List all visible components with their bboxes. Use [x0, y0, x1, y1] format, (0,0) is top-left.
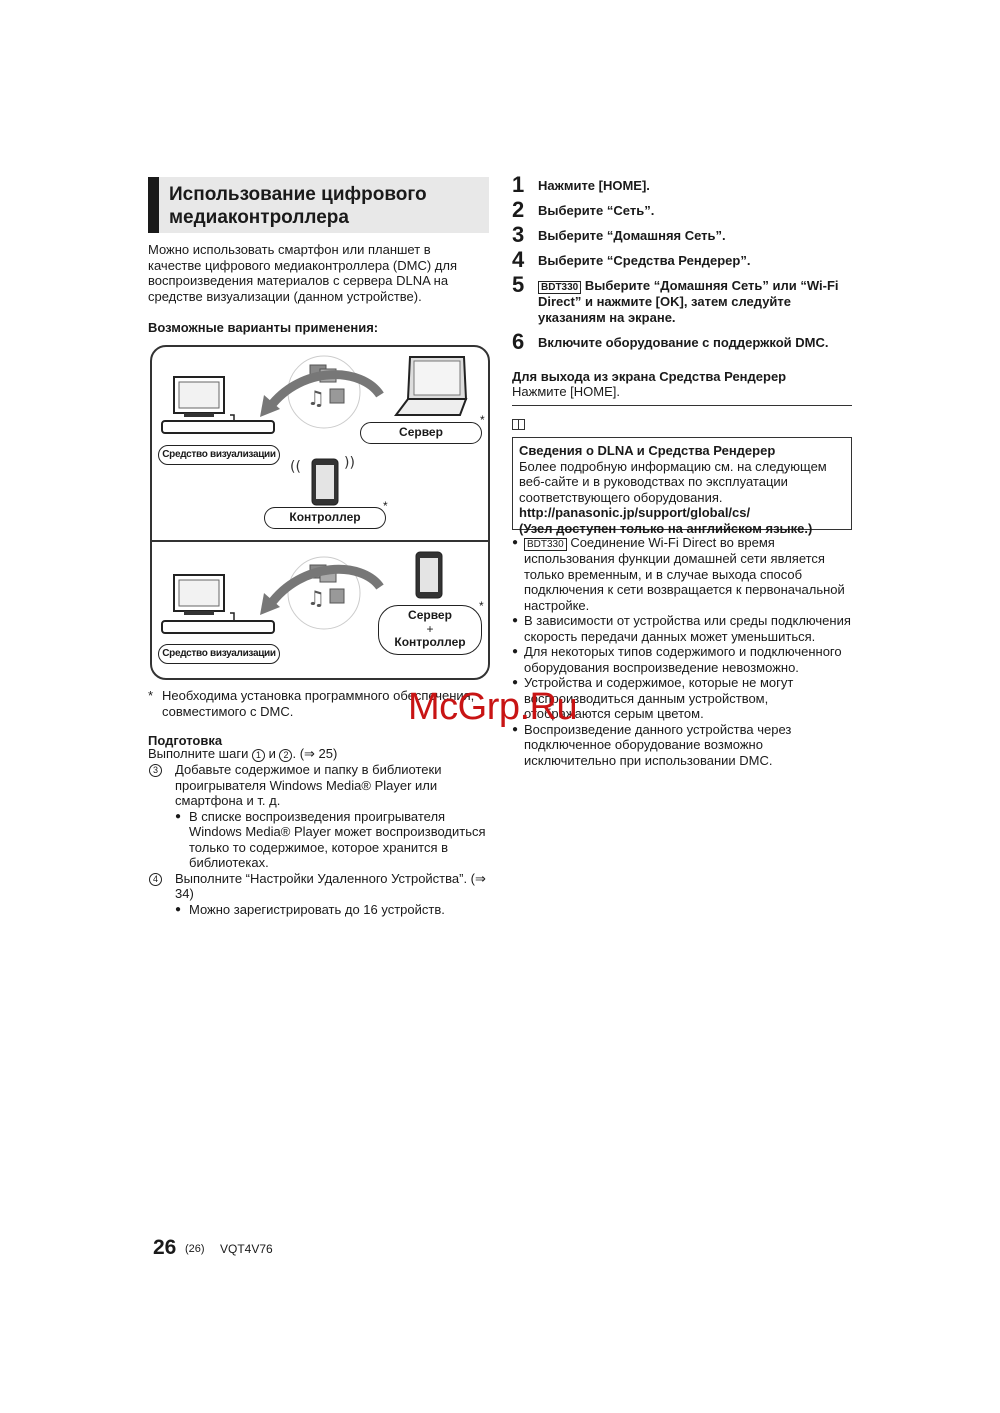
smartphone-icon-bottom [416, 552, 442, 598]
page-number: 26 [153, 1236, 177, 1259]
document-code: VQT4V76 [220, 1242, 273, 1256]
prep-step3-bullet: ● В списке воспроизведения проигрывателя Windows Media® Player может воспроизводиться только то содержимое, которое хранится в библиотеках. [175, 809, 488, 871]
server-star-top: * [480, 413, 485, 427]
prep-step4: 4 Выполните “Настройки Удаленного Устройства”. (⇒ 34) ● Можно зарегистрировать до 16 устройств. [148, 871, 488, 918]
svg-text:♫: ♫ [307, 586, 325, 610]
list-item: ● Устройства и содержимое, которые не могут воспроизводиться данным устройством, отображаются серым цветом. [512, 675, 857, 722]
info-body: Более подробную информацию см. на следующем веб-сайте и в руководствах по эксплуатации соответствующего оборудования. [519, 458, 827, 505]
list-item: ● Воспроизведение данного устройства через подключенное оборудование возможно исключительно при использовании DMC. [512, 722, 857, 769]
renderer-label-top: Средство визуализации [158, 445, 280, 465]
server-controller-label: Сервер + Контроллер [378, 605, 482, 655]
server-star-bottom: * [479, 599, 484, 613]
prep-line1: Выполните шаги 1 и 2 . (⇒ 25) [148, 746, 338, 761]
tv-icon-top [174, 377, 224, 417]
list-item: ● В зависимости от устройства или среды подключения скорость передачи данных может уменьшиться. [512, 613, 857, 644]
prep-step3: 3 Добавьте содержимое и папку в библиотеки проигрывателя Windows Media® Player или смартфона и т. д. ● В списке воспроизведения проигрывателя Windows Media® Player может воспроизводиться только то содержимое, которое хранится в библиотеках. [148, 762, 488, 871]
bdt330-badge: BDT330 [538, 281, 581, 294]
circled-4: 4 [149, 873, 162, 886]
media-circle-top [288, 356, 360, 428]
dmc-diagram [150, 345, 490, 680]
exit-text: Нажмите [HOME]. [512, 384, 620, 399]
info-title: Сведения о DLNA и Средства Рендерер [519, 443, 776, 458]
watermark: McGrp.Ru [408, 686, 578, 728]
section-title-box [148, 177, 489, 233]
list-item: ● BDT330 Соединение Wi-Fi Direct во время использования функции домашней сети является только временным, и в случае выхода способ подключения к сети возвращается к первоначальной настройке. [512, 535, 857, 613]
svg-text:♫: ♫ [307, 386, 325, 410]
title-accent-bar [148, 177, 159, 233]
circled-2: 2 [279, 749, 292, 762]
book-icon [512, 419, 525, 430]
circled-1: 1 [252, 749, 265, 762]
page-number-sub: (26) [185, 1243, 205, 1255]
diagram-divider [152, 540, 488, 542]
prep-heading: Подготовка [148, 733, 223, 748]
controller-label-top: Контроллер [264, 507, 386, 529]
notes-list [512, 535, 857, 768]
bdt330-badge: BDT330 [524, 538, 567, 551]
footnote: * Необходима установка программного обеспечения, совместимого с DMC. [148, 688, 475, 719]
controller-star-top: * [383, 499, 388, 513]
dlna-info-box [512, 437, 852, 536]
laptop-icon [396, 357, 466, 415]
list-item: ● Для некоторых типов содержимого и подключенного оборудования воспроизведение невозможно. [512, 644, 857, 675]
usage-subheading: Возможные варианты применения: [148, 320, 379, 335]
player-icon-bottom [162, 613, 274, 633]
prep-step4-bullet: ● Можно зарегистрировать до 16 устройств. [175, 902, 488, 918]
smartphone-icon-middle [312, 459, 338, 505]
info-note: (Узел доступен только на английском языке.) [519, 520, 813, 536]
player-icon-top [162, 415, 274, 433]
prep-steps [148, 746, 488, 917]
circled-3: 3 [149, 764, 162, 777]
renderer-label-bottom: Средство визуализации [158, 644, 280, 664]
exit-heading: Для выхода из экрана Средства Рендерер [512, 369, 787, 384]
svg-text:)): )) [344, 455, 355, 471]
tv-icon-bottom [174, 575, 224, 615]
info-url: http://panasonic.jp/support/global/cs/ [519, 505, 751, 520]
svg-text:((: (( [290, 459, 301, 475]
intro-paragraph: Можно использовать смартфон или планшет в качестве цифрового медиаконтроллера (DMC) для воспроизведения материалов с сервера DLNA на средстве визуализации (данном устройстве). [148, 242, 458, 304]
section-divider [512, 405, 852, 406]
section-title: Использование цифрового медиаконтроллера [169, 184, 427, 228]
server-label-top: Сервер [360, 422, 482, 444]
